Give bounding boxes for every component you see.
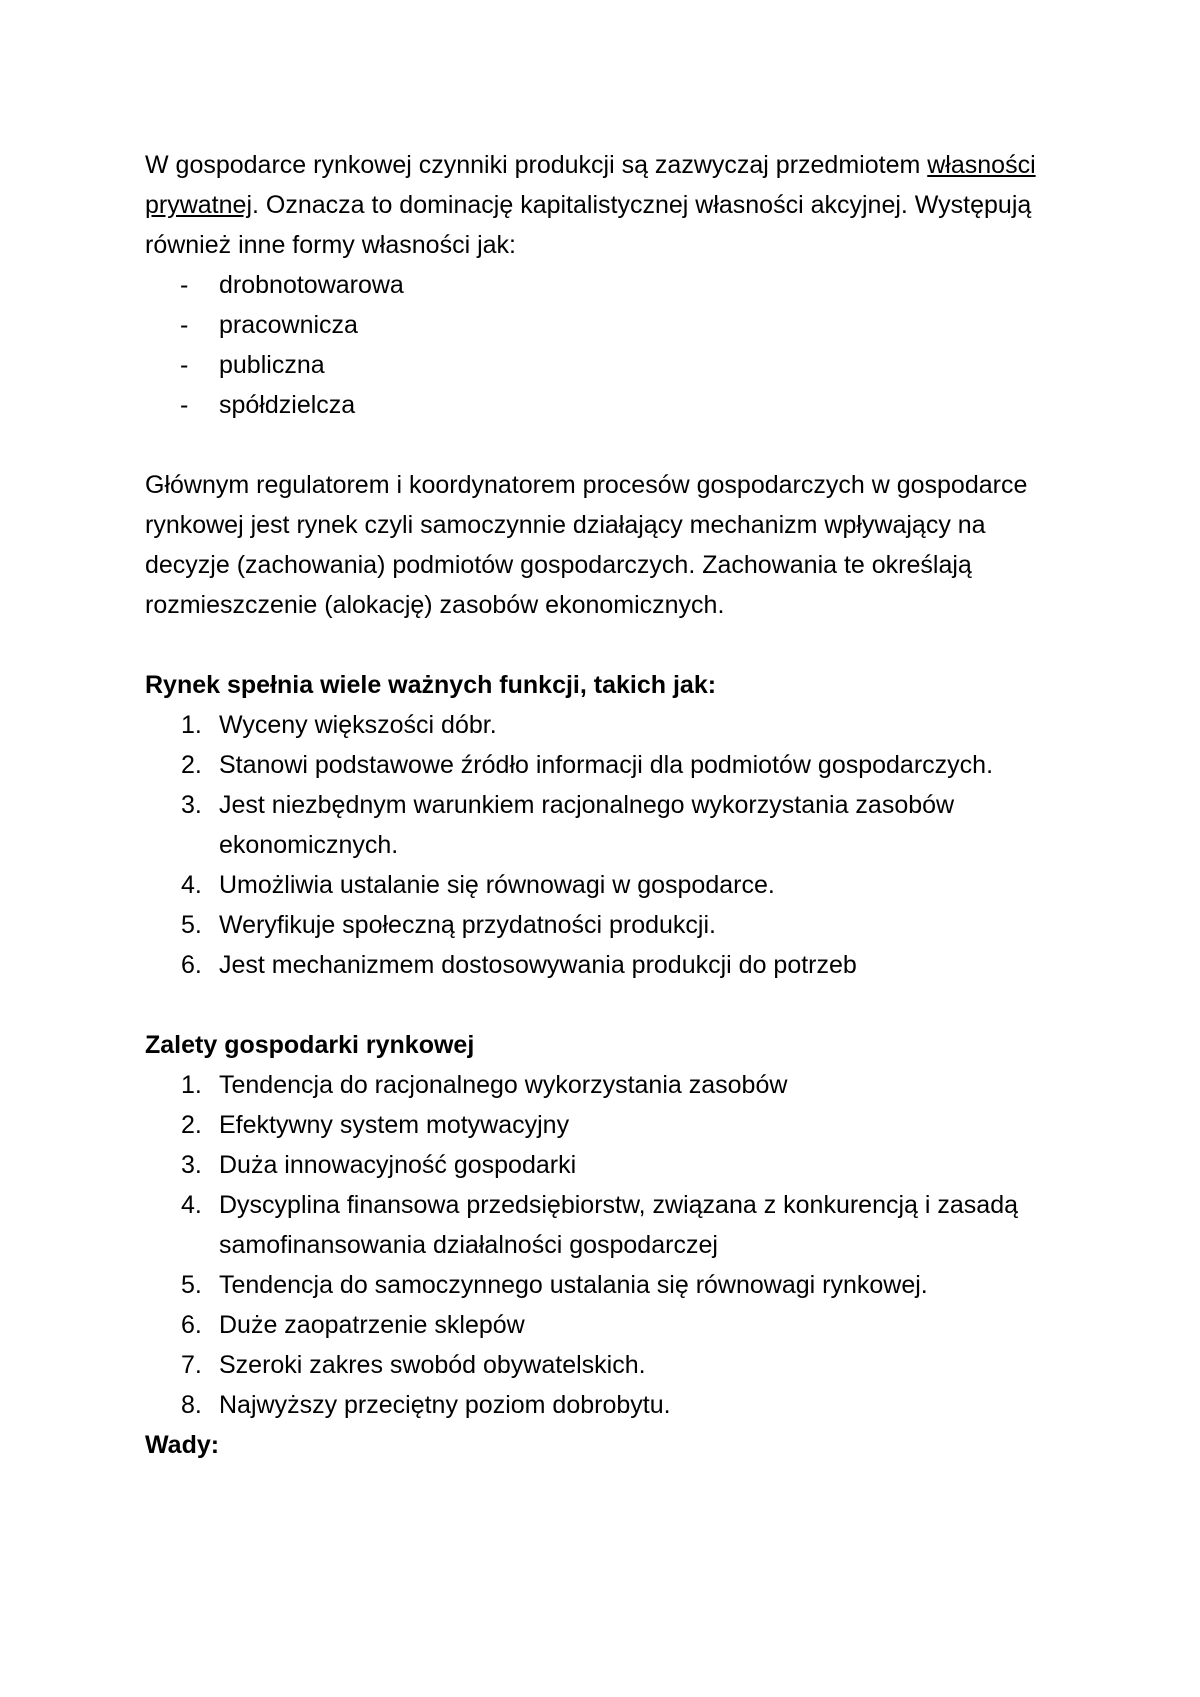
list-item [145,865,1075,905]
list-item-text: Efektywny system motywacyjny [219,1111,570,1139]
disadvantages-heading: Wady: [145,1431,220,1459]
paragraph-spacer [145,985,1075,1025]
list-number: 1. [181,1071,202,1099]
list-item [145,1305,1075,1345]
list-item [145,945,1075,985]
list-number: 4. [181,1191,202,1219]
list-number: 2. [181,1111,202,1139]
list-item-text: Najwyższy przeciętny poziom dobrobytu. [219,1391,671,1419]
list-item [145,905,1075,945]
advantages-heading: Zalety gospodarki rynkowej [145,1031,475,1059]
regulator-paragraph: Głównym regulatorem i koordynatorem procesów gospodarczych w gospodarce rynkowej jest rynek czyli samoczynnie działający mechanizm wpływający na decyzje (zachowania) podmiotów gospodarczych. Zachowania te określają rozmieszczenie (alokację) zasobów ekonomicznych. [145,471,1028,619]
list-number: 3. [181,791,202,819]
ownership-form-label: drobnotowarowa [219,271,404,299]
list-number: 3. [181,1151,202,1179]
list-number: 6. [181,951,202,979]
list-item-text: Jest niezbędnym warunkiem racjonalnego wykorzystania zasobów ekonomicznych. [219,791,955,859]
dash-marker: - [180,391,189,419]
list-item-text: Umożliwia ustalanie się równowagi w gospodarce. [219,871,775,899]
list-item-text: Stanowi podstawowe źródło informacji dla podmiotów gospodarczych. [219,751,994,779]
functions-heading: Rynek spełnia wiele ważnych funkcji, takich jak: [145,671,717,699]
paragraph-spacer [145,625,1075,665]
document-page [145,145,1075,1465]
ownership-form-label: publiczna [219,351,325,379]
intro-text-start: W gospodarce rynkowej czynniki produkcji są zazwyczaj przedmiotem [145,151,928,179]
ownership-form-label: pracownicza [219,311,358,339]
list-number: 5. [181,911,202,939]
list-item-text: Duża innowacyjność gospodarki [219,1151,577,1179]
list-item [145,265,1075,305]
intro-paragraph [145,145,1075,265]
list-item [145,1345,1075,1385]
list-number: 5. [181,1271,202,1299]
list-item [145,385,1075,425]
list-item [145,305,1075,345]
list-item [145,1385,1075,1425]
list-item [145,345,1075,385]
functions-list [145,705,1075,985]
list-item [145,705,1075,745]
list-item [145,1185,1075,1265]
list-item-text: Tendencja do racjonalnego wykorzystania zasobów [219,1071,788,1099]
intro-text-end: . Oznacza to dominację kapitalistycznej własności akcyjnej. Występują również inne formy własności jak: [145,191,1032,259]
list-item [145,1145,1075,1185]
list-item [145,785,1075,865]
dash-marker: - [180,271,189,299]
list-number: 8. [181,1391,202,1419]
list-item-text: Tendencja do samoczynnego ustalania się równowagi rynkowej. [219,1271,928,1299]
list-number: 7. [181,1351,202,1379]
private-ownership-term: własności prywatnej [145,151,1036,219]
list-item [145,745,1075,785]
ownership-form-label: spółdzielcza [219,391,356,419]
list-item-text: Weryfikuje społeczną przydatności produkcji. [219,911,716,939]
dash-marker: - [180,311,189,339]
list-number: 6. [181,1311,202,1339]
list-item-text: Wyceny większości dóbr. [219,711,497,739]
list-number: 2. [181,751,202,779]
ownership-forms-list [145,265,1075,425]
list-item-text: Duże zaopatrzenie sklepów [219,1311,525,1339]
list-number: 4. [181,871,202,899]
advantages-list [145,1065,1075,1425]
list-number: 1. [181,711,202,739]
list-item-text: Szeroki zakres swobód obywatelskich. [219,1351,646,1379]
list-item [145,1065,1075,1105]
list-item-text: Dyscyplina finansowa przedsiębiorstw, związana z konkurencją i zasadą samofinansowania działalności gospodarczej [219,1191,1019,1259]
list-item-text: Jest mechanizmem dostosowywania produkcji do potrzeb [219,951,857,979]
dash-marker: - [180,351,189,379]
list-item [145,1105,1075,1145]
list-item [145,1265,1075,1305]
paragraph-spacer [145,425,1075,465]
